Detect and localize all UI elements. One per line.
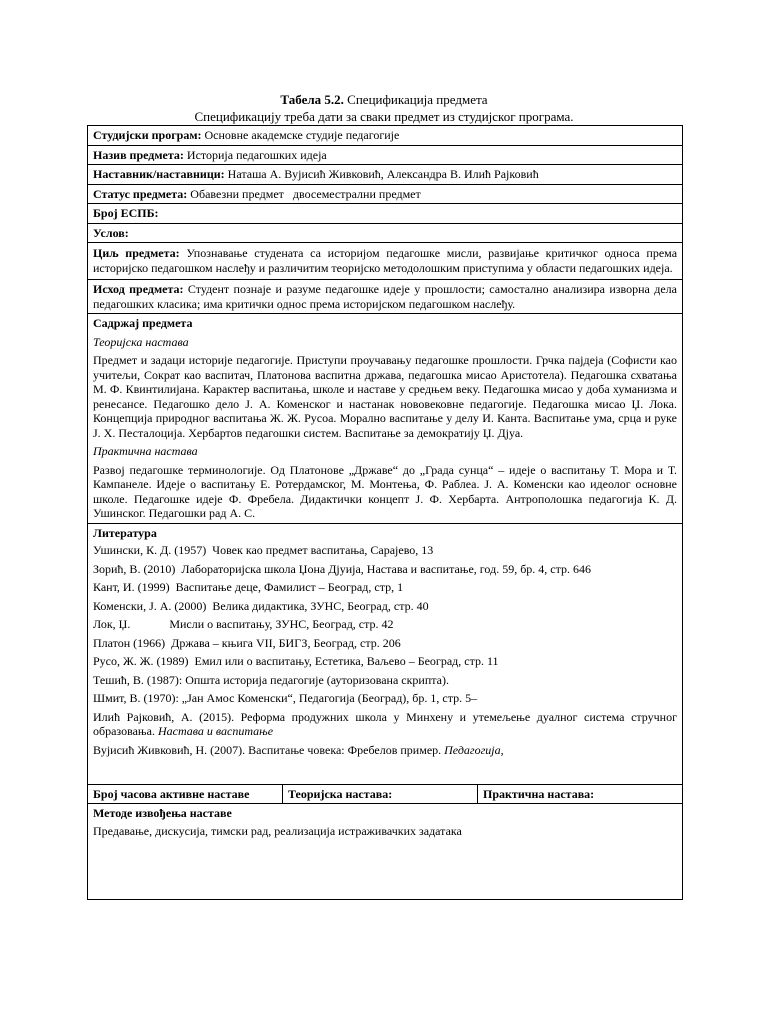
literature-item-text: Зорић, В. (2010) Лабораторијска школа Џона Дјуија, Настава и васпитање, год. 59, бр. 4, стр. 646 xyxy=(93,561,592,576)
teacher-label: Наставник/наставници: xyxy=(93,167,225,181)
row-teacher xyxy=(88,165,683,185)
cell-hours-practice xyxy=(478,784,683,804)
literature-item xyxy=(93,709,681,739)
cell-status xyxy=(88,184,683,204)
outcome-value: Студент познаје и разуме педагошке идеје у прошлости; самостално анализира изворна дела педагошких класика; има критички однос према историјском педагошком наслеђу. xyxy=(93,282,678,311)
theory-text: Предмет и задаци историје педагогије. Приступи проучавању педагошке прошлости. Грчка пајдеја (Софисти као учитељи, Сократ као васпитач, Платонова васпитна држава, педагошка мисао Аристотела). Педагошка схватања М. Ф. Квинтилијана. Карактер васпитања, школе и наставе у средњем веку. Педагошка мисао у доба хуманизма и ренесансе. Педагошко дело Ј. А. Коменског и настанак нововековне педагогије. Педагошка мисао Џ. Лока. Концепција природног васпитања Ж. Ж. Русоа. Морално васпитање у делу И. Канта. Васпитање ума, срца и руке Ј. Х. Песталоција. Хербартов педагошки систем. Васпитање за демократију Џ. Дјуа. xyxy=(93,353,678,440)
outcome-label: Исход предмета: xyxy=(93,282,184,296)
status-label: Статус предмета: xyxy=(93,186,188,201)
literature-item xyxy=(93,562,677,577)
hours-theory-label: Теоријска настава: xyxy=(288,786,393,801)
literature-item-text: Шмит, В. (1970): „Јан Амос Коменски“, Педагогија (Београд), бр. 1, стр. 5– xyxy=(93,691,478,705)
row-condition xyxy=(88,223,683,243)
content-label: Садржај предмета xyxy=(93,316,193,330)
literature-item xyxy=(93,543,677,558)
goal-value: Упознавање студената са историјом педагошке мисли, развијање критичког односа према историјско педагошком наслеђу и различитим теоријско методолошким приступима у области педагошких идеја. xyxy=(93,246,678,275)
row-outcome xyxy=(88,280,683,314)
status-value: Обавезни предмет двосеместрални предмет xyxy=(187,186,421,201)
theory-label: Теоријска настава xyxy=(93,334,189,349)
caption-label: Табела 5.2. xyxy=(280,92,344,107)
practice-label: Практична настава xyxy=(93,444,198,458)
literature-item xyxy=(93,691,677,706)
row-hours xyxy=(88,784,683,804)
course-label: Назив предмета: xyxy=(93,147,184,162)
cell-teacher xyxy=(88,165,683,185)
cell-hours-label xyxy=(88,784,283,804)
program-value: Основне академске студије педагогије xyxy=(201,128,400,142)
row-goal xyxy=(88,243,683,280)
row-literature xyxy=(88,523,683,784)
cell-outcome xyxy=(88,280,683,314)
goal-label: Циљ предмета: xyxy=(93,246,180,260)
cell-literature xyxy=(88,523,683,784)
practice-text: Развој педагошке терминологије. Од Платонове „Државе“ до „Града сунца“ – идеје о васпитању Т. Мора и Т. Кампанеле. Идеје о васпитању Е. Ротердамског, М. Монтења, Ф. Раблеа. Ј. А. Коменски као идеолог основне школе. Педагошке идеје Ф. Фребела. Дидактички концепт Ј. Ф. Хербарта. Антрополошка педагогија К. Д. Ушинског. Педагошки рад А. С. xyxy=(93,462,678,520)
literature-item xyxy=(93,743,677,758)
cell-espb xyxy=(88,204,683,224)
literature-item-text: Тешић, В. (1987): Општа историја педагогије (ауторизована скрипта). xyxy=(93,672,449,687)
row-content xyxy=(88,314,683,524)
literature-item-text: Кант, И. (1999) Васпитање деце, Фамилист – Београд, стр, 1 xyxy=(93,580,404,594)
cell-condition xyxy=(88,223,683,243)
espb-label: Број ЕСПБ: xyxy=(93,206,159,220)
literature-label: Литература xyxy=(93,525,157,540)
literature-item-text: Коменски, Ј. А. (2000) Велика дидактика, ЗУНС, Београд, стр. 40 xyxy=(93,598,429,613)
literature-item-text: Русо, Ж. Ж. (1989) Емил или о васпитању, Естетика, Ваљево – Београд, стр. 11 xyxy=(93,654,499,668)
condition-label: Услов: xyxy=(93,225,129,240)
teacher-value: Наташа А. Вујисић Живковић, Александра В. Илић Рајковић xyxy=(224,167,539,181)
cell-goal xyxy=(88,243,683,280)
methods-label: Методе извођења наставе xyxy=(93,806,232,820)
cell-hours-theory xyxy=(283,784,478,804)
literature-item-journal: Настава и васпитање xyxy=(157,724,274,738)
course-specification-table xyxy=(87,125,683,900)
literature-item-text: Платон (1966) Држава – књига VII, БИГЗ, Београд, стр. 206 xyxy=(93,635,401,650)
hours-practice-label: Практична настава: xyxy=(483,786,595,801)
literature-item xyxy=(93,599,677,614)
literature-item-text: Вујисић Живковић, Н. (2007). Васпитање човека: Фребелов пример. xyxy=(93,742,445,757)
literature-item xyxy=(93,617,677,632)
cell-content xyxy=(88,314,683,524)
table-caption xyxy=(0,92,768,108)
methods-value: Предавање, дискусија, тимски рад, реализација истраживачких задатака xyxy=(93,823,462,838)
literature-item xyxy=(93,580,677,595)
program-label: Студијски програм: xyxy=(93,128,202,142)
caption-title: Спецификација предмета xyxy=(343,92,488,107)
literature-item xyxy=(93,673,677,688)
literature-list xyxy=(93,543,681,757)
literature-item-journal: Педагогија, xyxy=(444,742,504,757)
row-program xyxy=(88,126,683,146)
literature-item-text: Лок, Џ. Мисли о васпитању, ЗУНС, Београд, стр. 42 xyxy=(93,617,394,631)
row-course xyxy=(88,145,683,165)
cell-program xyxy=(88,126,683,146)
hours-label: Број часова активне наставе xyxy=(93,786,250,801)
literature-item-text: Илић Рајковић, А. (2015). Реформа продужних школа у Минхену и утемељење дуалног система стручног образовања. xyxy=(93,709,681,738)
course-value: Историја педагошких идеја xyxy=(183,147,327,162)
row-status xyxy=(88,184,683,204)
literature-item-text: Ушински, К. Д. (1957) Човек као предмет васпитања, Сарајево, 13 xyxy=(93,543,434,557)
literature-item xyxy=(93,654,677,669)
literature-item xyxy=(93,636,677,651)
row-methods xyxy=(88,804,683,900)
cell-course xyxy=(88,145,683,165)
table-subtitle: Спецификацију треба дати за сваки предмет из студијског програма. xyxy=(194,109,574,124)
cell-methods xyxy=(88,804,683,900)
row-espb xyxy=(88,204,683,224)
